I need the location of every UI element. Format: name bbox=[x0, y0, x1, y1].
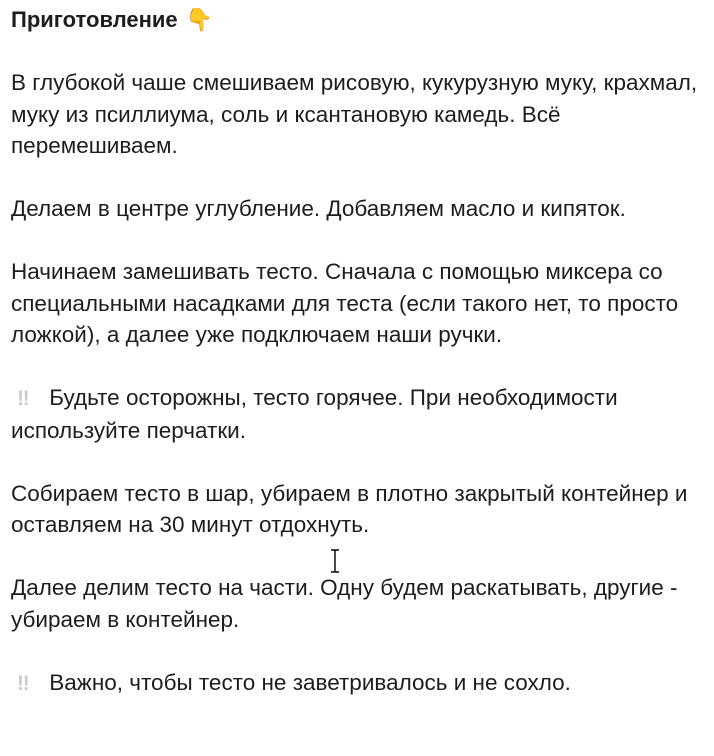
paragraph-7-warning[interactable] bbox=[11, 667, 711, 700]
double-exclamation-icon: ‼ bbox=[17, 387, 29, 410]
heading-line bbox=[11, 4, 711, 36]
paragraph-3[interactable]: Начинаем замешивать тесто. Сначала с помощью миксера со специальными насадками для теста (если такого нет, то просто ложкой), а далее уже подключаем наши ручки. bbox=[11, 259, 679, 347]
message-body bbox=[11, 4, 711, 699]
double-exclamation-icon: ‼ bbox=[17, 671, 29, 695]
paragraph-5[interactable] bbox=[11, 478, 711, 541]
warning-text-1: Будьте осторожны, тесто горячее. При необходимости используйте перчатки. bbox=[11, 385, 618, 443]
paragraph-2[interactable]: Делаем в центре углубление. Добавляем масло и кипяток. bbox=[11, 196, 626, 221]
paragraph-5-text: Собираем тесто в шар, убираем в плотно закрытый контейнер и оставляем на 30 минут отдохнуть. bbox=[11, 480, 688, 537]
pointing-down-hand-icon: 👇 bbox=[185, 6, 214, 32]
paragraph-1[interactable]: В глубокой чаше смешиваем рисовую, кукурузную муку, крахмал, муку из псиллиума, соль и ксантановую камедь. Всё перемешиваем. bbox=[11, 70, 698, 158]
warning-text-2: Важно, чтобы тесто не заветривалось и не сохло. bbox=[49, 669, 571, 695]
section-heading: Приготовление bbox=[11, 7, 178, 32]
paragraph-4-warning[interactable] bbox=[11, 382, 711, 446]
paragraph-6[interactable]: Далее делим тесто на части. Одну будем раскатывать, другие - убираем в контейнер. bbox=[11, 575, 678, 632]
